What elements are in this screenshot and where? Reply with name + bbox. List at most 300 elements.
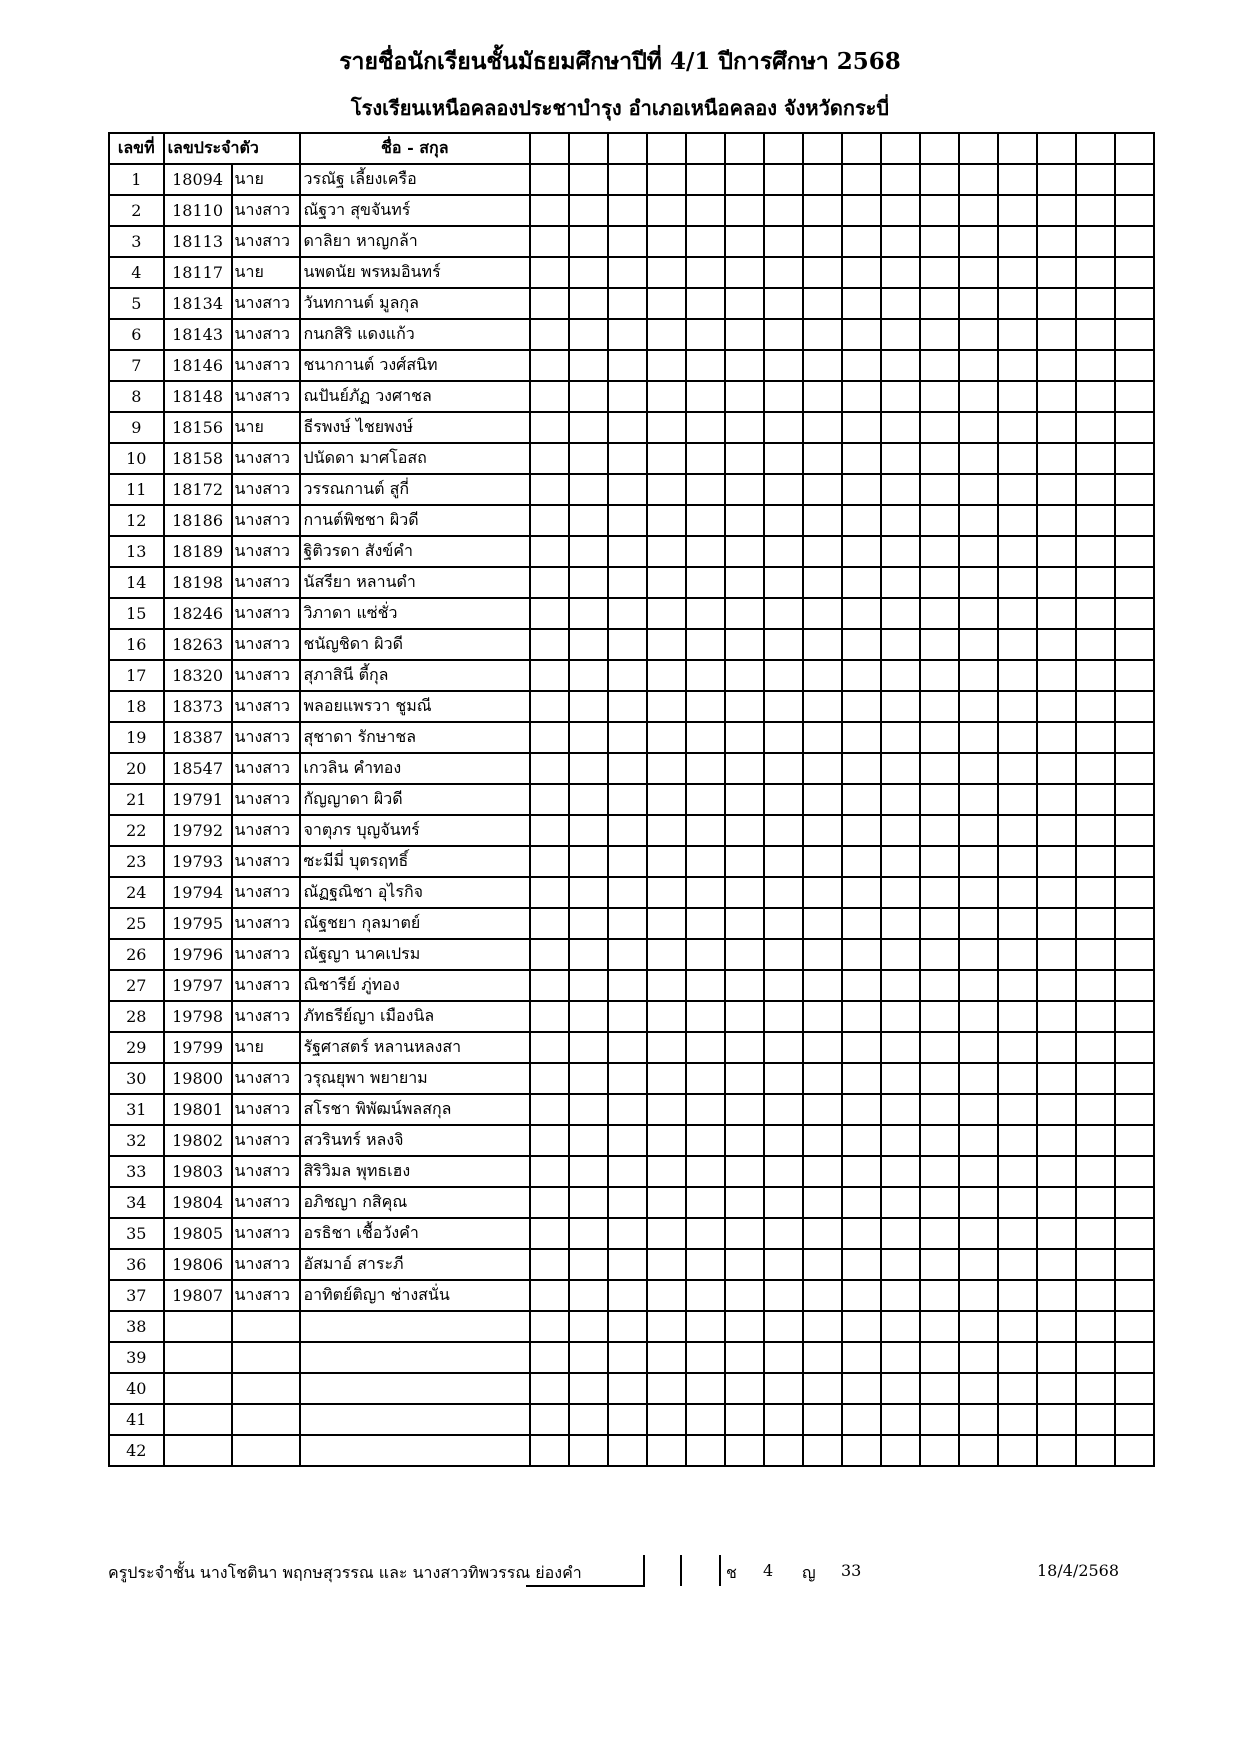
tracking-cell[interactable]	[803, 350, 842, 381]
tracking-cell[interactable]	[998, 784, 1037, 815]
tracking-cell[interactable]	[1115, 288, 1154, 319]
tracking-cell[interactable]	[530, 1094, 569, 1125]
tracking-cell[interactable]	[998, 536, 1037, 567]
tracking-cell[interactable]	[569, 505, 608, 536]
tracking-cell[interactable]	[881, 1156, 920, 1187]
tracking-cell[interactable]	[842, 1435, 881, 1466]
tracking-cell[interactable]	[998, 722, 1037, 753]
tracking-cell[interactable]	[1076, 877, 1115, 908]
tracking-cell[interactable]	[1115, 784, 1154, 815]
tracking-cell[interactable]	[608, 536, 647, 567]
tracking-cell[interactable]	[686, 350, 725, 381]
tracking-cell[interactable]	[959, 164, 998, 195]
tracking-cell[interactable]	[686, 1249, 725, 1280]
tracking-cell[interactable]	[764, 474, 803, 505]
tracking-cell[interactable]	[959, 1280, 998, 1311]
tracking-cell[interactable]	[842, 753, 881, 784]
tracking-cell[interactable]	[1076, 1249, 1115, 1280]
tracking-cell[interactable]	[920, 1373, 959, 1404]
tracking-cell[interactable]	[881, 164, 920, 195]
tracking-cell[interactable]	[530, 1156, 569, 1187]
tracking-cell[interactable]	[725, 1342, 764, 1373]
tracking-cell[interactable]	[803, 970, 842, 1001]
tracking-cell[interactable]	[1115, 443, 1154, 474]
tracking-cell[interactable]	[647, 1032, 686, 1063]
tracking-cell[interactable]	[569, 567, 608, 598]
tracking-cell[interactable]	[842, 226, 881, 257]
tracking-cell[interactable]	[569, 722, 608, 753]
tracking-cell[interactable]	[803, 598, 842, 629]
tracking-cell[interactable]	[569, 1187, 608, 1218]
tracking-cell[interactable]	[725, 1094, 764, 1125]
tracking-cell[interactable]	[569, 691, 608, 722]
tracking-cell[interactable]	[920, 443, 959, 474]
tracking-cell[interactable]	[686, 629, 725, 660]
tracking-cell[interactable]	[647, 567, 686, 598]
tracking-cell[interactable]	[725, 877, 764, 908]
tracking-cell[interactable]	[998, 381, 1037, 412]
tracking-cell[interactable]	[608, 660, 647, 691]
tracking-cell[interactable]	[959, 505, 998, 536]
tracking-cell[interactable]	[881, 1280, 920, 1311]
tracking-cell[interactable]	[725, 815, 764, 846]
tracking-cell[interactable]	[647, 1001, 686, 1032]
tracking-cell[interactable]	[803, 939, 842, 970]
tracking-cell[interactable]	[725, 474, 764, 505]
tracking-cell[interactable]	[803, 1218, 842, 1249]
tracking-cell[interactable]	[842, 164, 881, 195]
tracking-cell[interactable]	[1076, 846, 1115, 877]
tracking-cell[interactable]	[881, 226, 920, 257]
tracking-cell[interactable]	[1037, 412, 1076, 443]
tracking-cell[interactable]	[530, 536, 569, 567]
tracking-cell[interactable]	[530, 1001, 569, 1032]
tracking-cell[interactable]	[569, 1032, 608, 1063]
tracking-cell[interactable]	[998, 1187, 1037, 1218]
tracking-cell[interactable]	[686, 1187, 725, 1218]
tracking-cell[interactable]	[1076, 1404, 1115, 1435]
tracking-cell[interactable]	[530, 381, 569, 412]
tracking-cell[interactable]	[530, 319, 569, 350]
tracking-cell[interactable]	[998, 753, 1037, 784]
tracking-cell[interactable]	[920, 877, 959, 908]
tracking-cell[interactable]	[959, 722, 998, 753]
tracking-cell[interactable]	[530, 1311, 569, 1342]
tracking-cell[interactable]	[686, 288, 725, 319]
tracking-cell[interactable]	[608, 288, 647, 319]
tracking-cell[interactable]	[647, 288, 686, 319]
tracking-cell[interactable]	[998, 195, 1037, 226]
tracking-cell[interactable]	[725, 505, 764, 536]
tracking-cell[interactable]	[920, 660, 959, 691]
tracking-cell[interactable]	[1037, 474, 1076, 505]
tracking-cell[interactable]	[1115, 1342, 1154, 1373]
tracking-cell[interactable]	[725, 970, 764, 1001]
tracking-cell[interactable]	[1115, 598, 1154, 629]
tracking-cell[interactable]	[608, 1280, 647, 1311]
tracking-cell[interactable]	[1076, 939, 1115, 970]
tracking-cell[interactable]	[647, 319, 686, 350]
tracking-cell[interactable]	[647, 1311, 686, 1342]
tracking-cell[interactable]	[647, 939, 686, 970]
tracking-cell[interactable]	[998, 1125, 1037, 1156]
tracking-cell[interactable]	[881, 722, 920, 753]
tracking-cell[interactable]	[764, 1218, 803, 1249]
tracking-cell[interactable]	[920, 288, 959, 319]
tracking-cell[interactable]	[842, 1404, 881, 1435]
tracking-cell[interactable]	[530, 660, 569, 691]
tracking-cell[interactable]	[764, 691, 803, 722]
tracking-cell[interactable]	[998, 567, 1037, 598]
tracking-cell[interactable]	[1115, 722, 1154, 753]
tracking-cell[interactable]	[725, 1373, 764, 1404]
tracking-cell[interactable]	[569, 381, 608, 412]
tracking-cell[interactable]	[725, 319, 764, 350]
tracking-cell[interactable]	[686, 443, 725, 474]
tracking-cell[interactable]	[842, 381, 881, 412]
tracking-cell[interactable]	[803, 722, 842, 753]
tracking-cell[interactable]	[569, 350, 608, 381]
tracking-cell[interactable]	[920, 1125, 959, 1156]
tracking-cell[interactable]	[842, 691, 881, 722]
tracking-cell[interactable]	[1037, 598, 1076, 629]
tracking-cell[interactable]	[686, 784, 725, 815]
tracking-cell[interactable]	[842, 350, 881, 381]
tracking-cell[interactable]	[686, 226, 725, 257]
tracking-cell[interactable]	[1115, 846, 1154, 877]
tracking-cell[interactable]	[530, 412, 569, 443]
tracking-cell[interactable]	[725, 1249, 764, 1280]
tracking-cell[interactable]	[530, 846, 569, 877]
tracking-cell[interactable]	[647, 412, 686, 443]
tracking-cell[interactable]	[569, 629, 608, 660]
tracking-cell[interactable]	[920, 505, 959, 536]
tracking-cell[interactable]	[1115, 226, 1154, 257]
tracking-cell[interactable]	[725, 1280, 764, 1311]
tracking-cell[interactable]	[1115, 1280, 1154, 1311]
tracking-cell[interactable]	[764, 1311, 803, 1342]
tracking-cell[interactable]	[881, 1311, 920, 1342]
tracking-cell[interactable]	[803, 1094, 842, 1125]
tracking-cell[interactable]	[959, 257, 998, 288]
tracking-cell[interactable]	[1115, 1001, 1154, 1032]
tracking-cell[interactable]	[920, 381, 959, 412]
tracking-cell[interactable]	[530, 1280, 569, 1311]
tracking-cell[interactable]	[686, 1125, 725, 1156]
tracking-cell[interactable]	[725, 722, 764, 753]
tracking-cell[interactable]	[803, 1435, 842, 1466]
tracking-cell[interactable]	[920, 970, 959, 1001]
tracking-cell[interactable]	[608, 939, 647, 970]
tracking-cell[interactable]	[920, 164, 959, 195]
tracking-cell[interactable]	[608, 1342, 647, 1373]
tracking-cell[interactable]	[998, 1094, 1037, 1125]
tracking-cell[interactable]	[920, 567, 959, 598]
tracking-cell[interactable]	[686, 753, 725, 784]
tracking-cell[interactable]	[764, 536, 803, 567]
tracking-cell[interactable]	[803, 784, 842, 815]
tracking-cell[interactable]	[764, 1373, 803, 1404]
tracking-cell[interactable]	[959, 784, 998, 815]
tracking-cell[interactable]	[803, 1001, 842, 1032]
tracking-cell[interactable]	[920, 226, 959, 257]
tracking-cell[interactable]	[803, 877, 842, 908]
tracking-cell[interactable]	[842, 567, 881, 598]
tracking-cell[interactable]	[647, 846, 686, 877]
tracking-cell[interactable]	[881, 691, 920, 722]
tracking-cell[interactable]	[842, 443, 881, 474]
tracking-cell[interactable]	[920, 1435, 959, 1466]
tracking-cell[interactable]	[569, 846, 608, 877]
tracking-cell[interactable]	[881, 815, 920, 846]
tracking-cell[interactable]	[569, 1001, 608, 1032]
tracking-cell[interactable]	[881, 1125, 920, 1156]
tracking-cell[interactable]	[842, 722, 881, 753]
tracking-cell[interactable]	[881, 350, 920, 381]
tracking-cell[interactable]	[569, 257, 608, 288]
tracking-cell[interactable]	[1037, 1187, 1076, 1218]
tracking-cell[interactable]	[647, 1218, 686, 1249]
tracking-cell[interactable]	[530, 288, 569, 319]
tracking-cell[interactable]	[764, 1125, 803, 1156]
tracking-cell[interactable]	[959, 1218, 998, 1249]
tracking-cell[interactable]	[842, 474, 881, 505]
tracking-cell[interactable]	[1037, 226, 1076, 257]
tracking-cell[interactable]	[647, 691, 686, 722]
tracking-cell[interactable]	[686, 1342, 725, 1373]
tracking-cell[interactable]	[647, 350, 686, 381]
tracking-cell[interactable]	[1076, 970, 1115, 1001]
tracking-cell[interactable]	[998, 629, 1037, 660]
tracking-cell[interactable]	[608, 319, 647, 350]
tracking-cell[interactable]	[569, 1373, 608, 1404]
tracking-cell[interactable]	[1115, 1373, 1154, 1404]
tracking-cell[interactable]	[530, 1125, 569, 1156]
tracking-cell[interactable]	[1115, 505, 1154, 536]
tracking-cell[interactable]	[803, 1125, 842, 1156]
tracking-cell[interactable]	[998, 350, 1037, 381]
tracking-cell[interactable]	[764, 350, 803, 381]
tracking-cell[interactable]	[1076, 474, 1115, 505]
tracking-cell[interactable]	[959, 381, 998, 412]
tracking-cell[interactable]	[725, 598, 764, 629]
tracking-cell[interactable]	[959, 939, 998, 970]
tracking-cell[interactable]	[608, 164, 647, 195]
tracking-cell[interactable]	[530, 1435, 569, 1466]
tracking-cell[interactable]	[725, 350, 764, 381]
tracking-cell[interactable]	[764, 1435, 803, 1466]
tracking-cell[interactable]	[569, 815, 608, 846]
tracking-cell[interactable]	[647, 1094, 686, 1125]
tracking-cell[interactable]	[998, 939, 1037, 970]
tracking-cell[interactable]	[1115, 1187, 1154, 1218]
tracking-cell[interactable]	[1076, 381, 1115, 412]
tracking-cell[interactable]	[1115, 164, 1154, 195]
tracking-cell[interactable]	[764, 257, 803, 288]
tracking-cell[interactable]	[647, 1063, 686, 1094]
tracking-cell[interactable]	[920, 939, 959, 970]
tracking-cell[interactable]	[686, 660, 725, 691]
tracking-cell[interactable]	[881, 1094, 920, 1125]
tracking-cell[interactable]	[1037, 1063, 1076, 1094]
tracking-cell[interactable]	[686, 598, 725, 629]
tracking-cell[interactable]	[1076, 753, 1115, 784]
tracking-cell[interactable]	[725, 1218, 764, 1249]
tracking-cell[interactable]	[959, 1187, 998, 1218]
tracking-cell[interactable]	[608, 381, 647, 412]
tracking-cell[interactable]	[764, 598, 803, 629]
tracking-cell[interactable]	[569, 288, 608, 319]
tracking-cell[interactable]	[569, 1280, 608, 1311]
tracking-cell[interactable]	[998, 691, 1037, 722]
tracking-cell[interactable]	[764, 908, 803, 939]
tracking-cell[interactable]	[1115, 1125, 1154, 1156]
tracking-cell[interactable]	[686, 567, 725, 598]
tracking-cell[interactable]	[764, 412, 803, 443]
tracking-cell[interactable]	[842, 1311, 881, 1342]
tracking-cell[interactable]	[530, 226, 569, 257]
tracking-cell[interactable]	[1115, 1249, 1154, 1280]
tracking-cell[interactable]	[920, 691, 959, 722]
tracking-cell[interactable]	[1037, 1218, 1076, 1249]
tracking-cell[interactable]	[647, 629, 686, 660]
tracking-cell[interactable]	[608, 1063, 647, 1094]
tracking-cell[interactable]	[725, 1156, 764, 1187]
tracking-cell[interactable]	[998, 474, 1037, 505]
tracking-cell[interactable]	[647, 164, 686, 195]
tracking-cell[interactable]	[998, 1249, 1037, 1280]
tracking-cell[interactable]	[764, 722, 803, 753]
tracking-cell[interactable]	[1037, 784, 1076, 815]
tracking-cell[interactable]	[725, 412, 764, 443]
tracking-cell[interactable]	[803, 567, 842, 598]
tracking-cell[interactable]	[803, 1311, 842, 1342]
tracking-cell[interactable]	[1037, 319, 1076, 350]
tracking-cell[interactable]	[959, 443, 998, 474]
tracking-cell[interactable]	[647, 815, 686, 846]
tracking-cell[interactable]	[803, 1063, 842, 1094]
tracking-cell[interactable]	[530, 939, 569, 970]
tracking-cell[interactable]	[764, 1187, 803, 1218]
tracking-cell[interactable]	[842, 1001, 881, 1032]
tracking-cell[interactable]	[647, 195, 686, 226]
tracking-cell[interactable]	[608, 412, 647, 443]
tracking-cell[interactable]	[764, 753, 803, 784]
tracking-cell[interactable]	[764, 319, 803, 350]
tracking-cell[interactable]	[608, 877, 647, 908]
tracking-cell[interactable]	[686, 1404, 725, 1435]
tracking-cell[interactable]	[842, 1249, 881, 1280]
tracking-cell[interactable]	[1076, 598, 1115, 629]
tracking-cell[interactable]	[647, 598, 686, 629]
tracking-cell[interactable]	[1115, 257, 1154, 288]
tracking-cell[interactable]	[1076, 784, 1115, 815]
tracking-cell[interactable]	[803, 288, 842, 319]
tracking-cell[interactable]	[686, 722, 725, 753]
tracking-cell[interactable]	[998, 257, 1037, 288]
tracking-cell[interactable]	[1115, 908, 1154, 939]
tracking-cell[interactable]	[686, 846, 725, 877]
tracking-cell[interactable]	[686, 1094, 725, 1125]
tracking-cell[interactable]	[920, 350, 959, 381]
tracking-cell[interactable]	[881, 567, 920, 598]
tracking-cell[interactable]	[1037, 877, 1076, 908]
tracking-cell[interactable]	[569, 1435, 608, 1466]
tracking-cell[interactable]	[1037, 505, 1076, 536]
tracking-cell[interactable]	[959, 226, 998, 257]
tracking-cell[interactable]	[569, 877, 608, 908]
tracking-cell[interactable]	[842, 970, 881, 1001]
tracking-cell[interactable]	[725, 1311, 764, 1342]
tracking-cell[interactable]	[1076, 629, 1115, 660]
tracking-cell[interactable]	[998, 1001, 1037, 1032]
tracking-cell[interactable]	[920, 1249, 959, 1280]
tracking-cell[interactable]	[530, 753, 569, 784]
tracking-cell[interactable]	[881, 1249, 920, 1280]
tracking-cell[interactable]	[803, 1342, 842, 1373]
tracking-cell[interactable]	[764, 1280, 803, 1311]
tracking-cell[interactable]	[1076, 1063, 1115, 1094]
tracking-cell[interactable]	[1115, 1032, 1154, 1063]
tracking-cell[interactable]	[842, 1032, 881, 1063]
tracking-cell[interactable]	[1076, 722, 1115, 753]
tracking-cell[interactable]	[647, 1249, 686, 1280]
tracking-cell[interactable]	[881, 908, 920, 939]
tracking-cell[interactable]	[1037, 1125, 1076, 1156]
tracking-cell[interactable]	[569, 660, 608, 691]
tracking-cell[interactable]	[920, 257, 959, 288]
tracking-cell[interactable]	[959, 660, 998, 691]
tracking-cell[interactable]	[1037, 1094, 1076, 1125]
tracking-cell[interactable]	[920, 1404, 959, 1435]
tracking-cell[interactable]	[1115, 195, 1154, 226]
tracking-cell[interactable]	[959, 877, 998, 908]
tracking-cell[interactable]	[881, 536, 920, 567]
tracking-cell[interactable]	[1076, 288, 1115, 319]
tracking-cell[interactable]	[803, 1373, 842, 1404]
tracking-cell[interactable]	[725, 381, 764, 412]
tracking-cell[interactable]	[647, 1404, 686, 1435]
tracking-cell[interactable]	[998, 815, 1037, 846]
tracking-cell[interactable]	[998, 1063, 1037, 1094]
tracking-cell[interactable]	[1115, 1404, 1154, 1435]
tracking-cell[interactable]	[1037, 846, 1076, 877]
tracking-cell[interactable]	[803, 1249, 842, 1280]
tracking-cell[interactable]	[764, 1404, 803, 1435]
tracking-cell[interactable]	[725, 1063, 764, 1094]
tracking-cell[interactable]	[1076, 1125, 1115, 1156]
tracking-cell[interactable]	[764, 660, 803, 691]
tracking-cell[interactable]	[803, 257, 842, 288]
tracking-cell[interactable]	[920, 319, 959, 350]
tracking-cell[interactable]	[803, 319, 842, 350]
tracking-cell[interactable]	[842, 319, 881, 350]
tracking-cell[interactable]	[1115, 691, 1154, 722]
tracking-cell[interactable]	[998, 1311, 1037, 1342]
tracking-cell[interactable]	[1037, 1280, 1076, 1311]
tracking-cell[interactable]	[920, 1063, 959, 1094]
tracking-cell[interactable]	[686, 1311, 725, 1342]
tracking-cell[interactable]	[569, 598, 608, 629]
tracking-cell[interactable]	[764, 443, 803, 474]
tracking-cell[interactable]	[569, 939, 608, 970]
tracking-cell[interactable]	[1037, 939, 1076, 970]
tracking-cell[interactable]	[1115, 753, 1154, 784]
tracking-cell[interactable]	[1076, 1218, 1115, 1249]
tracking-cell[interactable]	[959, 567, 998, 598]
tracking-cell[interactable]	[530, 350, 569, 381]
tracking-cell[interactable]	[998, 598, 1037, 629]
